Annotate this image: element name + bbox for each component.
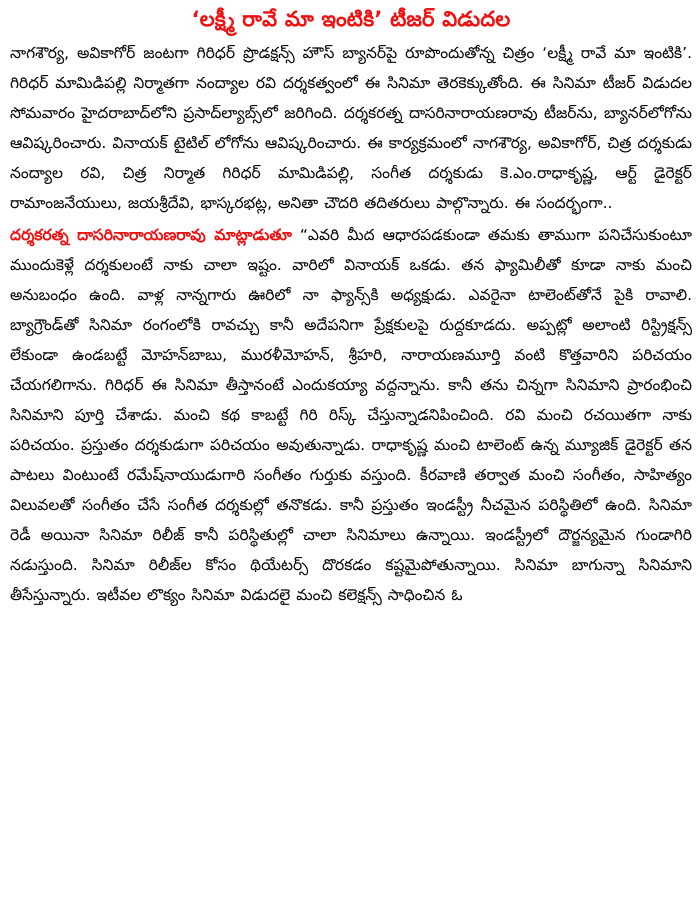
article-paragraph-intro: నాగశౌర్య, అవికాగోర్ జంటగా గిరిధర్ ప్రొడక్షన్స్ హౌస్ బ్యానర్‌పై రూపొందుతోన్న చిత్రం ‘లక్ష్మీ రావే మా ఇంటికి’. గిరిధర్ మామిడిపల్లి నిర్మాతగా నంద్యాల రవి దర్శకత్వంలో ఈ సినిమా తెరకెక్కుతోంది. ఈ సినిమా టీజర్ విడుదల సోమవారం హైదరాబాద్‌లోని ప్రసాద్‌ల్యాబ్స్‌లో జరిగింది. దర్శకరత్న దాసరినారాయణరావు టీజర్‌ను, బ్యానర్‌లోగోను ఆవిష్కరించారు. వినాయక్ టైటిల్ లోగోను ఆవిష్కరించారు. ఈ కార్యక్రమంలో నాగశౌర్య, అవికాగోర్, చిత్ర దర్శకుడు నంద్యాల రవి, చిత్ర నిర్మాత గిరిధర్ మామిడిపల్లి, సంగీత దర్శకుడు కె.ఎం.రాధాకృష్ణ, ఆర్ట్ డైరెక్టర్ రామాంజనేయులు, జయశ్రీదేవి, భాస్కరభట్ల, అనితా చౌదరి తదితరులు పాల్గొన్నారు. ఈ సందర్భంగా.. — [10, 44, 692, 212]
article-title: ‘లక్ష్మీ రావే మా ఇంటికి’ టీజర్ విడుదల — [191, 7, 511, 31]
speaker-lead: దర్శకరత్న దాసరినారాయణరావు మాట్లాడుతూ — [10, 226, 292, 244]
article-paragraph-quote — [10, 220, 692, 610]
quote-body: “ఎవరి మీద ఆధారపడకుండా తమకు తాముగా పనిచేసుకుంటూ ముందుకెళ్లే దర్శకులంటే నాకు చాలా ఇష్టం. వారిలో వినాయక్ ఒకడు. తన ఫ్యామిలీతో కూడా నాకు మంచి అనుబంధం ఉంది. వాళ్ల నాన్నగారు ఊరిలో నా ఫ్యాన్స్‌కి అధ్యక్షుడు. ఎవరైనా టాలెంట్‌తోనే పైకి రావాలి. బ్యాగ్రౌండ్‌తో సినిమా రంగంలోకి రావచ్చు కానీ అదేపనిగా ప్రేక్షకులపై రుద్దకూడదు. అప్పట్లో అలాంటి రిస్ట్రిక్షన్స్ లేకుండా ఉండబట్టే మోహన్‌బాబు, మురళీమోహన్, శ్రీహరి, నారాయణమూర్తి వంటి కొత్తవారిని పరిచయం చేయగలిగాను. గిరిధర్ ఈ సినిమా తీస్తానంటే ఎందుకయ్యా వద్దన్నాను. కానీ తను చిన్నగా సినిమాని ప్రారంభించి సినిమాని పూర్తి చేశాడు. మంచి కథ కాబట్టే గిరి రిస్క్ చేస్తున్నాడనిపించింది. రవి మంచి రచయితగా నాకు పరిచయం. ప్రస్తుతం దర్శకుడుగా పరిచయం అవుతున్నాడు. రాధాకృష్ణ మంచి టాలెంట్ ఉన్న మ్యూజిక్ డైరెక్టర్ తన పాటలు వింటుంటే రమేష్‌నాయుడుగారి సంగీతం గుర్తుకు వస్తుంది. కీరవాణి తర్వాత మంచి సంగీతం, సాహిత్యం విలువలతో సంగీతం చేసే సంగీత దర్శకుల్లో తనొకడు. కానీ ప్రస్తుతం ఇండస్ట్రీ నీచమైన పరిస్థితిలో ఉంది. సినిమా రెడీ అయినా సినిమా రిలీజ్ కానీ పరిస్థితుల్లో చాలా సినిమాలు ఉన్నాయి. ఇండస్ట్రీలో దౌర్జన్యమైన గుండాగిరి నడుస్తుంది. సినిమా రిలీజ్‌ల కోసం థియేటర్స్ దొరకడం కష్టమైపోతున్నాయి. సినిమా బాగున్నా సినిమాని తీసేస్తున్నారు. ఇటీవల లొక్యం సినిమా విడుదలై మంచి కలెక్షన్స్ సాధించిన ఓ — [10, 226, 692, 604]
